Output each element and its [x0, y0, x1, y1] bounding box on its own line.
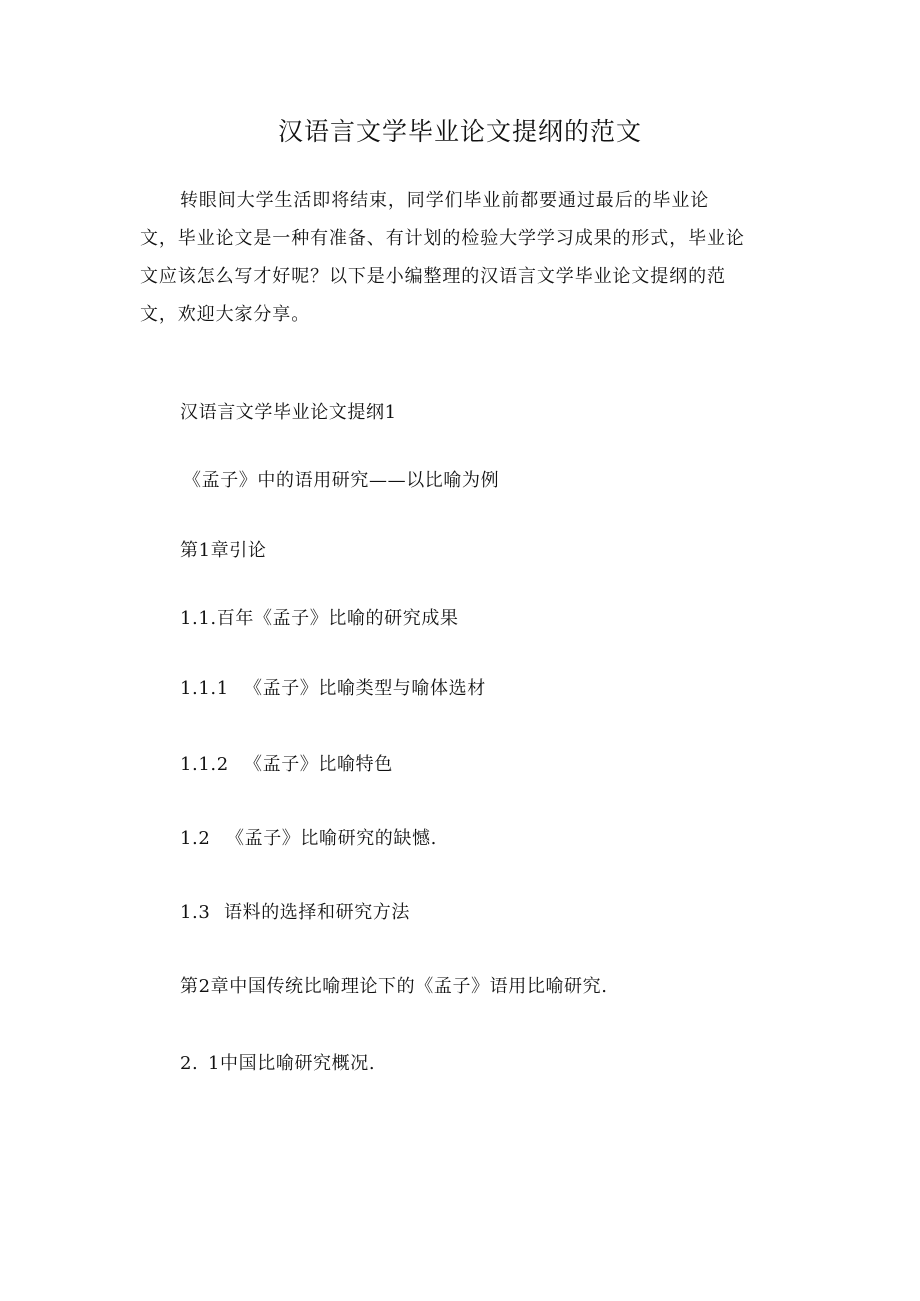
section-text: 《孟子》比喻特色	[244, 754, 393, 775]
section-text: 《孟子》比喻研究的缺憾.	[226, 828, 437, 849]
chapter-1-heading: 第1章引论	[180, 540, 267, 561]
chapter-2-heading: 第2章中国传统比喻理论下的《孟子》语用比喻研究.	[180, 976, 608, 997]
section-text: 《孟子》比喻类型与喻体选材	[244, 678, 486, 699]
section-1-2	[180, 824, 437, 854]
intro-line: 文，欢迎大家分享。	[140, 304, 311, 325]
outline-heading: 汉语言文学毕业论文提纲1	[180, 402, 397, 423]
document-title: 汉语言文学毕业论文提纲的范文	[277, 117, 642, 146]
section-text: 语料的选择和研究方法	[224, 902, 410, 923]
section-1-1: 1.1.百年《孟子》比喻的研究成果	[180, 608, 459, 629]
intro-line: 文，毕业论文是一种有准备、有计划的检验大学学习成果的形式，毕业论	[140, 228, 745, 249]
section-number: 1.1.1	[180, 678, 229, 699]
section-2-1	[180, 1049, 375, 1079]
section-number: 1.1.2	[180, 754, 229, 775]
intro-paragraph	[140, 182, 790, 334]
section-1-3	[180, 898, 410, 928]
section-number: 2.	[180, 1053, 199, 1074]
section-1-1-2	[180, 750, 393, 780]
section-number: 1.2	[180, 828, 211, 849]
section-text: 1中国比喻研究概况.	[208, 1053, 376, 1074]
section-number: 1.3	[180, 902, 211, 923]
paper-title: 《孟子》中的语用研究——以比喻为例	[183, 470, 500, 491]
intro-line: 文应该怎么写才好呢？以下是小编整理的汉语言文学毕业论文提纲的范	[140, 266, 726, 287]
intro-line: 转眼间大学生活即将结束，同学们毕业前都要通过最后的毕业论	[180, 190, 710, 211]
section-1-1-1	[180, 674, 486, 704]
